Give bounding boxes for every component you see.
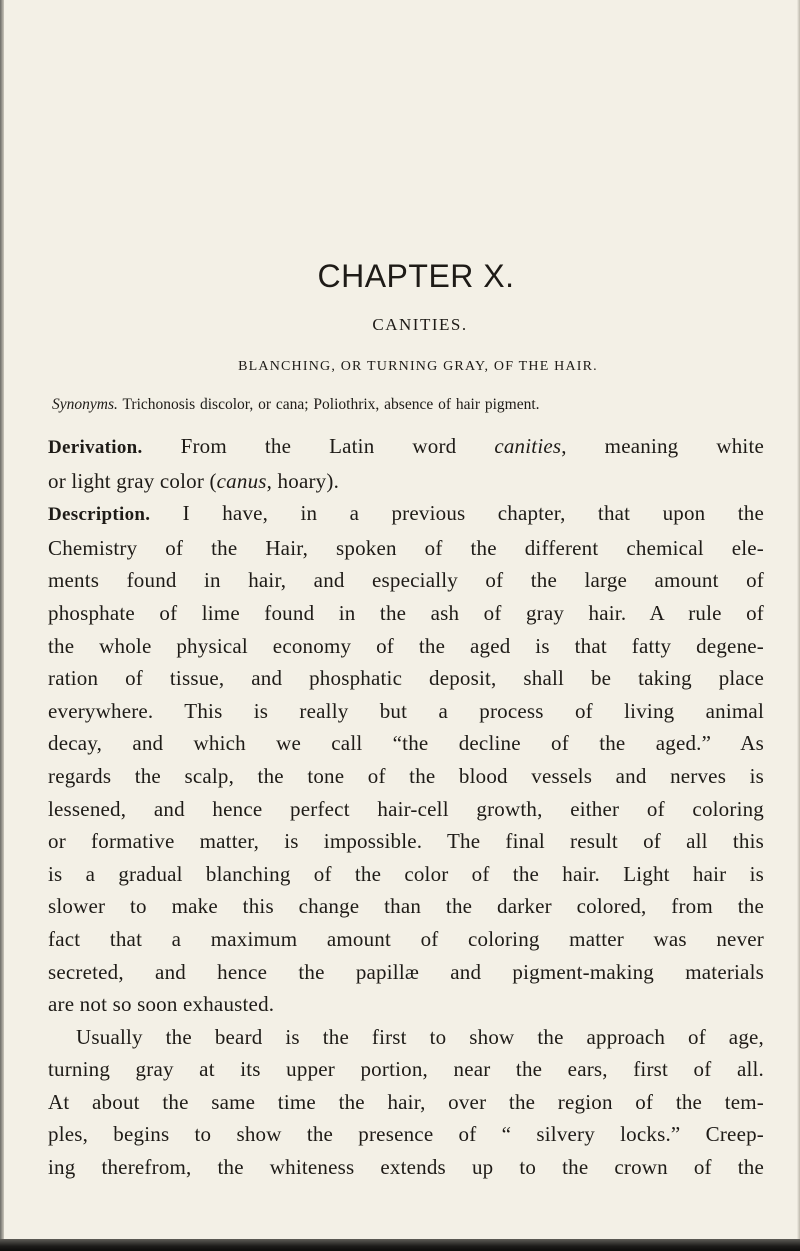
- derivation-term-canities: canities: [494, 434, 562, 458]
- derivation-line-2: [48, 465, 764, 498]
- description-line-1: [48, 497, 764, 532]
- paragraph-3-line: ples, begins to show the presence of “ silvery locks.” Creep-: [48, 1122, 764, 1147]
- subject-title: CANITIES.: [372, 315, 468, 334]
- description-line: phosphate of lime found in the ash of gray hair. A rule of: [48, 600, 764, 625]
- description-line: Chemistry of the Hair, spoken of the different chemical ele-: [48, 535, 764, 560]
- chapter-title: CHAPTER X.: [317, 258, 515, 294]
- description-line: the whole physical economy of the aged is that fatty degene-: [48, 633, 764, 658]
- derivation-line-1: [48, 430, 764, 465]
- derivation-text-1a: From the Latin word: [180, 434, 457, 458]
- chapter-subtitle: BLANCHING, OR TURNING GRAY, OF THE HAIR.: [238, 359, 598, 374]
- description-line: regards the scalp, the tone of the blood vessels and nerves is: [48, 763, 764, 788]
- body-text: [48, 430, 764, 1184]
- paragraph-3-line: Usually the beard is the first to show the approach of age,: [76, 1024, 764, 1049]
- description-line: slower to make this change than the darker colored, from the: [48, 894, 764, 919]
- description-line: or formative matter, is impossible. The final result of all this: [48, 829, 764, 854]
- synonyms-label: Synonyms.: [52, 396, 118, 413]
- paragraph-3-line: ing therefrom, the whiteness extends up to the crown of the: [48, 1155, 764, 1180]
- synonyms-line: [52, 396, 764, 414]
- paragraph-3-line: turning gray at its upper portion, near the ears, first of all.: [48, 1057, 764, 1082]
- description-line: decay, and which we call “the decline of the aged.” As: [48, 731, 764, 756]
- description-line: ments found in hair, and especially of the large amount of: [48, 568, 764, 593]
- description-line: everywhere. This is really but a process of living animal: [48, 698, 764, 723]
- description-line: are not so soon exhausted.: [48, 992, 275, 1017]
- derivation-text-2a: or light gray color (: [48, 468, 217, 493]
- derivation-text-1b: , meaning white: [561, 434, 765, 458]
- description-line: secreted, and hence the papillæ and pigment-making materials: [48, 959, 764, 984]
- synonyms-text: Trichonosis discolor, or cana; Poliothrix, absence of hair pigment.: [122, 396, 540, 413]
- page-bottom-edge: [0, 1239, 800, 1251]
- description-line: is a gradual blanching of the color of the hair. Light hair is: [48, 861, 764, 886]
- description-heading: Description.: [48, 504, 151, 526]
- description-line: lessened, and hence perfect hair-cell growth, either of coloring: [48, 796, 764, 821]
- description-line: ration of tissue, and phosphatic deposit, shall be taking place: [48, 666, 764, 691]
- derivation-text-2b: , hoary).: [266, 468, 340, 493]
- description-line: fact that a maximum amount of coloring matter was never: [48, 926, 764, 951]
- derivation-heading: Derivation.: [48, 437, 143, 458]
- paragraph-3-line: At about the same time the hair, over the region of the tem-: [48, 1089, 764, 1114]
- derivation-term-canus: canus: [216, 468, 267, 493]
- book-page: [48, 258, 764, 1184]
- page-left-edge: [0, 0, 4, 1251]
- description-text: I have, in a previous chapter, that upon the: [182, 501, 764, 526]
